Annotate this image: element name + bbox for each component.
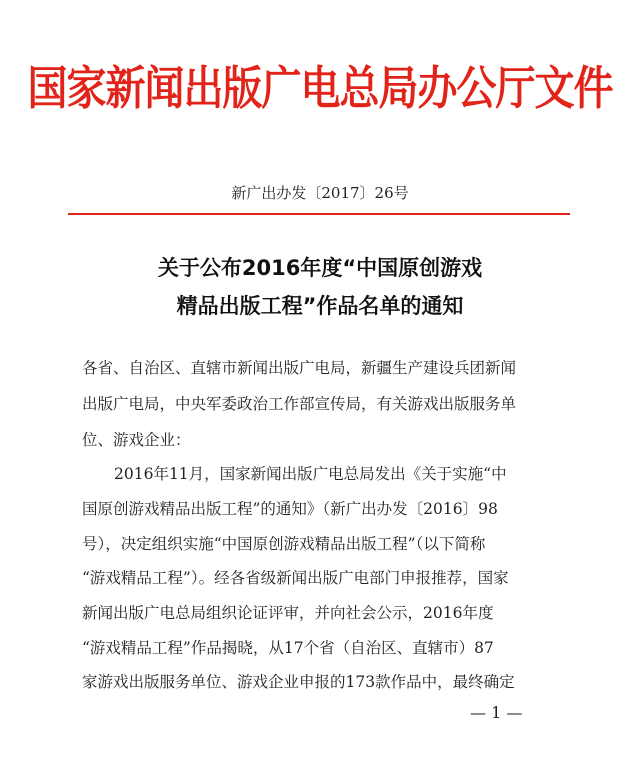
issuer-header: 国家新闻出版广电总局办公厅文件: [27, 62, 613, 116]
body-text-line: 号），决定组织实施“中国原创游戏精品出版工程”（以下简称: [82, 535, 486, 553]
body-text-line: 位、游戏企业：: [82, 431, 191, 449]
red-divider-line: [68, 213, 570, 215]
document-number: 新广出办发〔2017〕26号: [231, 184, 409, 202]
body-text-line: 2016年11月，国家新闻出版广电总局发出《关于实施“中: [114, 465, 507, 483]
body-text-line: “游戏精品工程”）。经各省级新闻出版广电部门申报推荐，国家: [82, 569, 509, 587]
body-text-line: “游戏精品工程”作品揭晓，从17个省（自治区、直辖市）87: [82, 639, 494, 657]
document-title-line-1: 关于公布2016年度“中国原创游戏: [157, 256, 483, 280]
document-title-line-2: 精品出版工程”作品名单的通知: [176, 294, 464, 318]
body-text-line: 出版广电局，中央军委政治工作部宣传局，有关游戏出版服务单: [82, 395, 517, 413]
body-text-line: 各省、自治区、直辖市新闻出版广电局，新疆生产建设兵团新闻: [82, 359, 517, 377]
body-text-line: 家游戏出版服务单位、游戏企业申报的173款作品中，最终确定: [82, 673, 515, 691]
body-text-line: 新闻出版广电总局组织论证评审，并向社会公示，2016年度: [82, 604, 494, 622]
body-text-line: 国原创游戏精品出版工程”的通知》（新广出办发〔2016〕98: [82, 500, 498, 518]
page-number: — 1 —: [470, 703, 523, 722]
